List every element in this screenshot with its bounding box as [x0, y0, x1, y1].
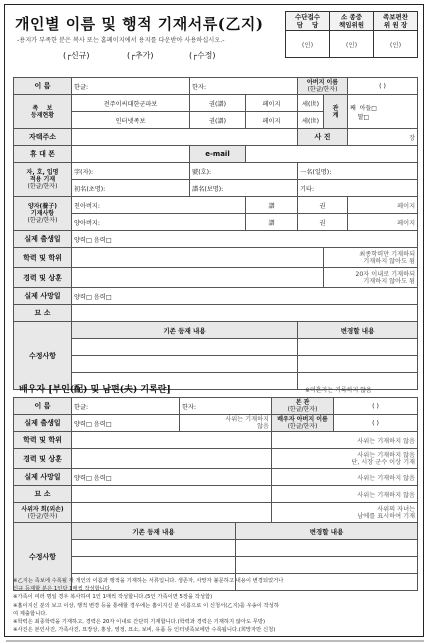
adopt-page-2[interactable]: 페이지 [348, 214, 418, 231]
chomyeong-field[interactable]: 初名(초명): [72, 180, 190, 197]
spouse-bon-field[interactable]: ( ) [334, 398, 418, 415]
spouse-father-field[interactable]: ( ) [334, 415, 418, 432]
adopt-page-1[interactable]: 페이지 [348, 197, 418, 214]
edu-field[interactable] [72, 248, 324, 268]
spouse-career-label: 경력 및 상훈 [14, 449, 72, 469]
career-label: 경력 및 상훈 [14, 268, 72, 288]
footnote-line: ※乙지는 족보에 수록될 각 개인의 이름과 행적을 기재하는 서류입니다. 생존자, 사망자 불문하고 내용이 변경되었거나 [13, 578, 284, 584]
spouse-grave-note: 사위는 기재하지 않음 [272, 486, 418, 503]
grave-field[interactable] [72, 305, 418, 322]
ilmyeong-field[interactable]: 一名(일명): [298, 163, 418, 180]
spouse-name-label: 이 름 [14, 398, 72, 415]
spouse-career-field[interactable] [72, 449, 272, 469]
bomyeong-field[interactable]: 譜名(보명): [190, 180, 298, 197]
spouse-hangul-field[interactable]: 한글: [72, 398, 180, 415]
footnote-line: ※사진은 본인사진, 가족사진, 묘장상, 홍상, 영정, 묘소, 보비, 유품 등 인터넷족보에만 수록됩니다.(희망자만 신청) [13, 627, 276, 634]
footnotes [13, 577, 421, 634]
spouse-section-title: 배우자 [부인(配) 및 남편(夫) 기록란] [19, 385, 171, 395]
name-hangul-field[interactable]: 한글: [72, 78, 190, 95]
mobile-label: 휴 대 폰 [14, 146, 72, 163]
revise-before-header: 기존 등재 내용 [72, 322, 298, 339]
revise-after-cell[interactable] [298, 339, 418, 356]
ho-field[interactable]: 號(호): [190, 163, 298, 180]
spouse-revise-after-header: 변경할 내용 [236, 523, 418, 540]
name-hanja-field[interactable]: 한자: [190, 78, 298, 95]
adopt-book-1: 譜 [246, 197, 298, 214]
email-label: e-mail [190, 146, 246, 163]
birth-father-field[interactable]: 친아버지: [72, 197, 246, 214]
revise-label: 수정사항 [14, 322, 72, 390]
approval-header: 족보편찬 위 원 장 [374, 12, 418, 31]
revise-after-header: 변경할 내용 [298, 322, 418, 339]
spouse-revise-after-cell[interactable] [236, 557, 418, 574]
mobile-field[interactable] [72, 146, 190, 163]
adopt-label: 양자(養子) 기재사항 (한글/한자) [14, 197, 72, 231]
gen-branch-1: 전주이씨대한군파보 [72, 95, 190, 112]
spouse-edu-field[interactable] [72, 432, 272, 449]
approval-header: 수단접수 담 당 [286, 12, 330, 31]
spouse-death-note: 사위는 기재하지 않음 [272, 469, 418, 486]
spouse-birth-note: 사위는 기재하지 않음 [180, 415, 272, 432]
spouse-inlaw-field[interactable] [72, 503, 272, 523]
approval-box [285, 11, 418, 58]
name-label: 이 름 [14, 78, 72, 95]
spouse-revise-after-cell[interactable] [236, 540, 418, 557]
footnote-line: ※홈이지신 분의 보고 이상, 행적 변경 등을 통해할 경우에는 홈이지신 분 이름으로 이 신청서(乙지)를 우송이 작성하 [13, 602, 279, 609]
spouse-father-label: 배우자 아버지 이름 (한글/한자) [272, 415, 334, 432]
main-form-table [13, 77, 418, 390]
revise-after-cell[interactable] [298, 356, 418, 373]
spouse-grave-label: 묘 소 [14, 486, 72, 503]
spouse-section-note: ※미혼자는 기록하지 않음 [305, 387, 372, 394]
spouse-revise-before-cell[interactable] [72, 557, 236, 574]
adopt-father-field[interactable]: 양아버지: [72, 214, 246, 231]
spouse-inlaw-label: 사위자 회(외손) (한글/한자) [14, 503, 72, 523]
father-name-label: 아버지 이름 (한글/한자) [298, 78, 348, 95]
gen-page-2[interactable]: 페이지 [246, 112, 298, 129]
birth-label: 실제 출생일 [14, 231, 72, 248]
genealogy-label: 족 보 등재현황 [14, 95, 72, 129]
relation-field[interactable]: 째 아들□ 딸□ [348, 95, 418, 129]
courtesy-label: 자, 호, 입명 적용 기재 (한글/한자) [14, 163, 72, 197]
etc-field[interactable]: 기타: [298, 180, 418, 197]
type-add-checkbox[interactable]: (┌추가) [127, 51, 154, 60]
spouse-form-table [13, 397, 418, 591]
gen-page-1[interactable]: 페이지 [246, 95, 298, 112]
revise-before-cell[interactable] [72, 356, 298, 373]
footnote-line: ※학력은 최종학력을 기재하고, 경력은 20자 이내로 간단히 기재합니다.(학력과 경력은 기재하지 않아도 무방) [13, 619, 266, 626]
adopt-vol-2[interactable]: 권 [298, 214, 348, 231]
form-title: 개인별 이름 및 행적 기재서류(乙지) [15, 15, 264, 33]
spouse-revise-before-header: 기존 등재 내용 [72, 523, 236, 540]
spouse-inlaw-note: 사위의 자녀는 남에를 표시하여 기재 [272, 503, 418, 523]
revise-before-cell[interactable] [72, 339, 298, 356]
spouse-death-field[interactable]: 양력□ 음력□ [72, 469, 272, 486]
address-field[interactable] [72, 129, 298, 146]
gen-gen-2[interactable]: 세(世) [298, 112, 324, 129]
spouse-grave-field[interactable] [72, 486, 272, 503]
edu-note: 최종학력만 기재하되 기재하지 않아도 됨 [324, 248, 418, 268]
footnote-line: 여 제출합니다. [13, 610, 48, 617]
spouse-birth-label: 실제 출생일 [14, 415, 72, 432]
approval-header: 소 종중 책임위원 [330, 12, 374, 31]
death-label: 실제 사망일 [14, 288, 72, 305]
career-note: 20자 이내로 기재하되 기재하지 않아도 됨 [324, 268, 418, 288]
address-label: 자택주소 [14, 129, 72, 146]
type-edit-checkbox[interactable]: (┌수정) [189, 51, 216, 60]
spouse-career-note: 사위는 기재하지 않음 단, 시장 군수 이상 기재 [272, 449, 418, 469]
gen-vol-1[interactable]: 권(譜) [190, 95, 246, 112]
gen-vol-2[interactable]: 권(譜) [190, 112, 246, 129]
spouse-birth-field[interactable]: 양력□ 음력□ [72, 415, 180, 432]
form-subtitle: -용지가 부족한 분은 복사 또는 홈페이지에서 용지를 다운받아 사용하십시오.- [17, 37, 225, 44]
spouse-revise-label: 수정사항 [14, 523, 72, 591]
gen-gen-1[interactable]: 세(世) [298, 95, 324, 112]
ja-field[interactable]: 字(자): [72, 163, 190, 180]
spouse-edu-note: 사위는 기재하지 않음 [272, 432, 418, 449]
grave-label: 묘 소 [14, 305, 72, 322]
type-new-checkbox[interactable]: (┌신규) [63, 51, 90, 60]
death-field[interactable]: 양력□ 음력□ [72, 288, 418, 305]
approval-seal[interactable]: (인) [330, 31, 374, 58]
form-header [5, 5, 305, 77]
adopt-vol-1[interactable]: 권 [298, 197, 348, 214]
photo-count[interactable]: 장 [348, 129, 418, 146]
form-frame [4, 4, 424, 637]
spouse-bon-label: 본 관 (한글/한자) [272, 398, 334, 415]
spouse-edu-label: 학력 및 학위 [14, 432, 72, 449]
spouse-revise-before-cell[interactable] [72, 540, 236, 557]
footnote-line: 신규 등재할 분은 1인당 1매씩 작성합니다. [13, 586, 112, 593]
birth-field[interactable]: 양력□ 음력□ [72, 231, 418, 248]
career-field[interactable] [72, 268, 324, 288]
approval-seal[interactable]: (인) [374, 31, 418, 58]
footnote-line: ※가족이 여러 명일 경우 복사하여 1인 1매씩 작성합니다.(5인 가족이면 5장을 작성함) [13, 594, 213, 601]
gen-branch-2: 인터넷족보 [72, 112, 190, 129]
relation-label: 관 계 [324, 95, 348, 129]
spouse-hanja-field[interactable]: 한자: [180, 398, 272, 415]
approval-seal[interactable]: (인) [286, 31, 330, 58]
adopt-book-2: 譜 [246, 214, 298, 231]
spouse-death-label: 실제 사망일 [14, 469, 72, 486]
edu-label: 학력 및 학위 [14, 248, 72, 268]
photo-label: 사 진 [298, 129, 348, 146]
bottom-rule [6, 640, 424, 642]
email-field[interactable] [246, 146, 418, 163]
father-name-field[interactable]: ( ) [348, 78, 418, 95]
